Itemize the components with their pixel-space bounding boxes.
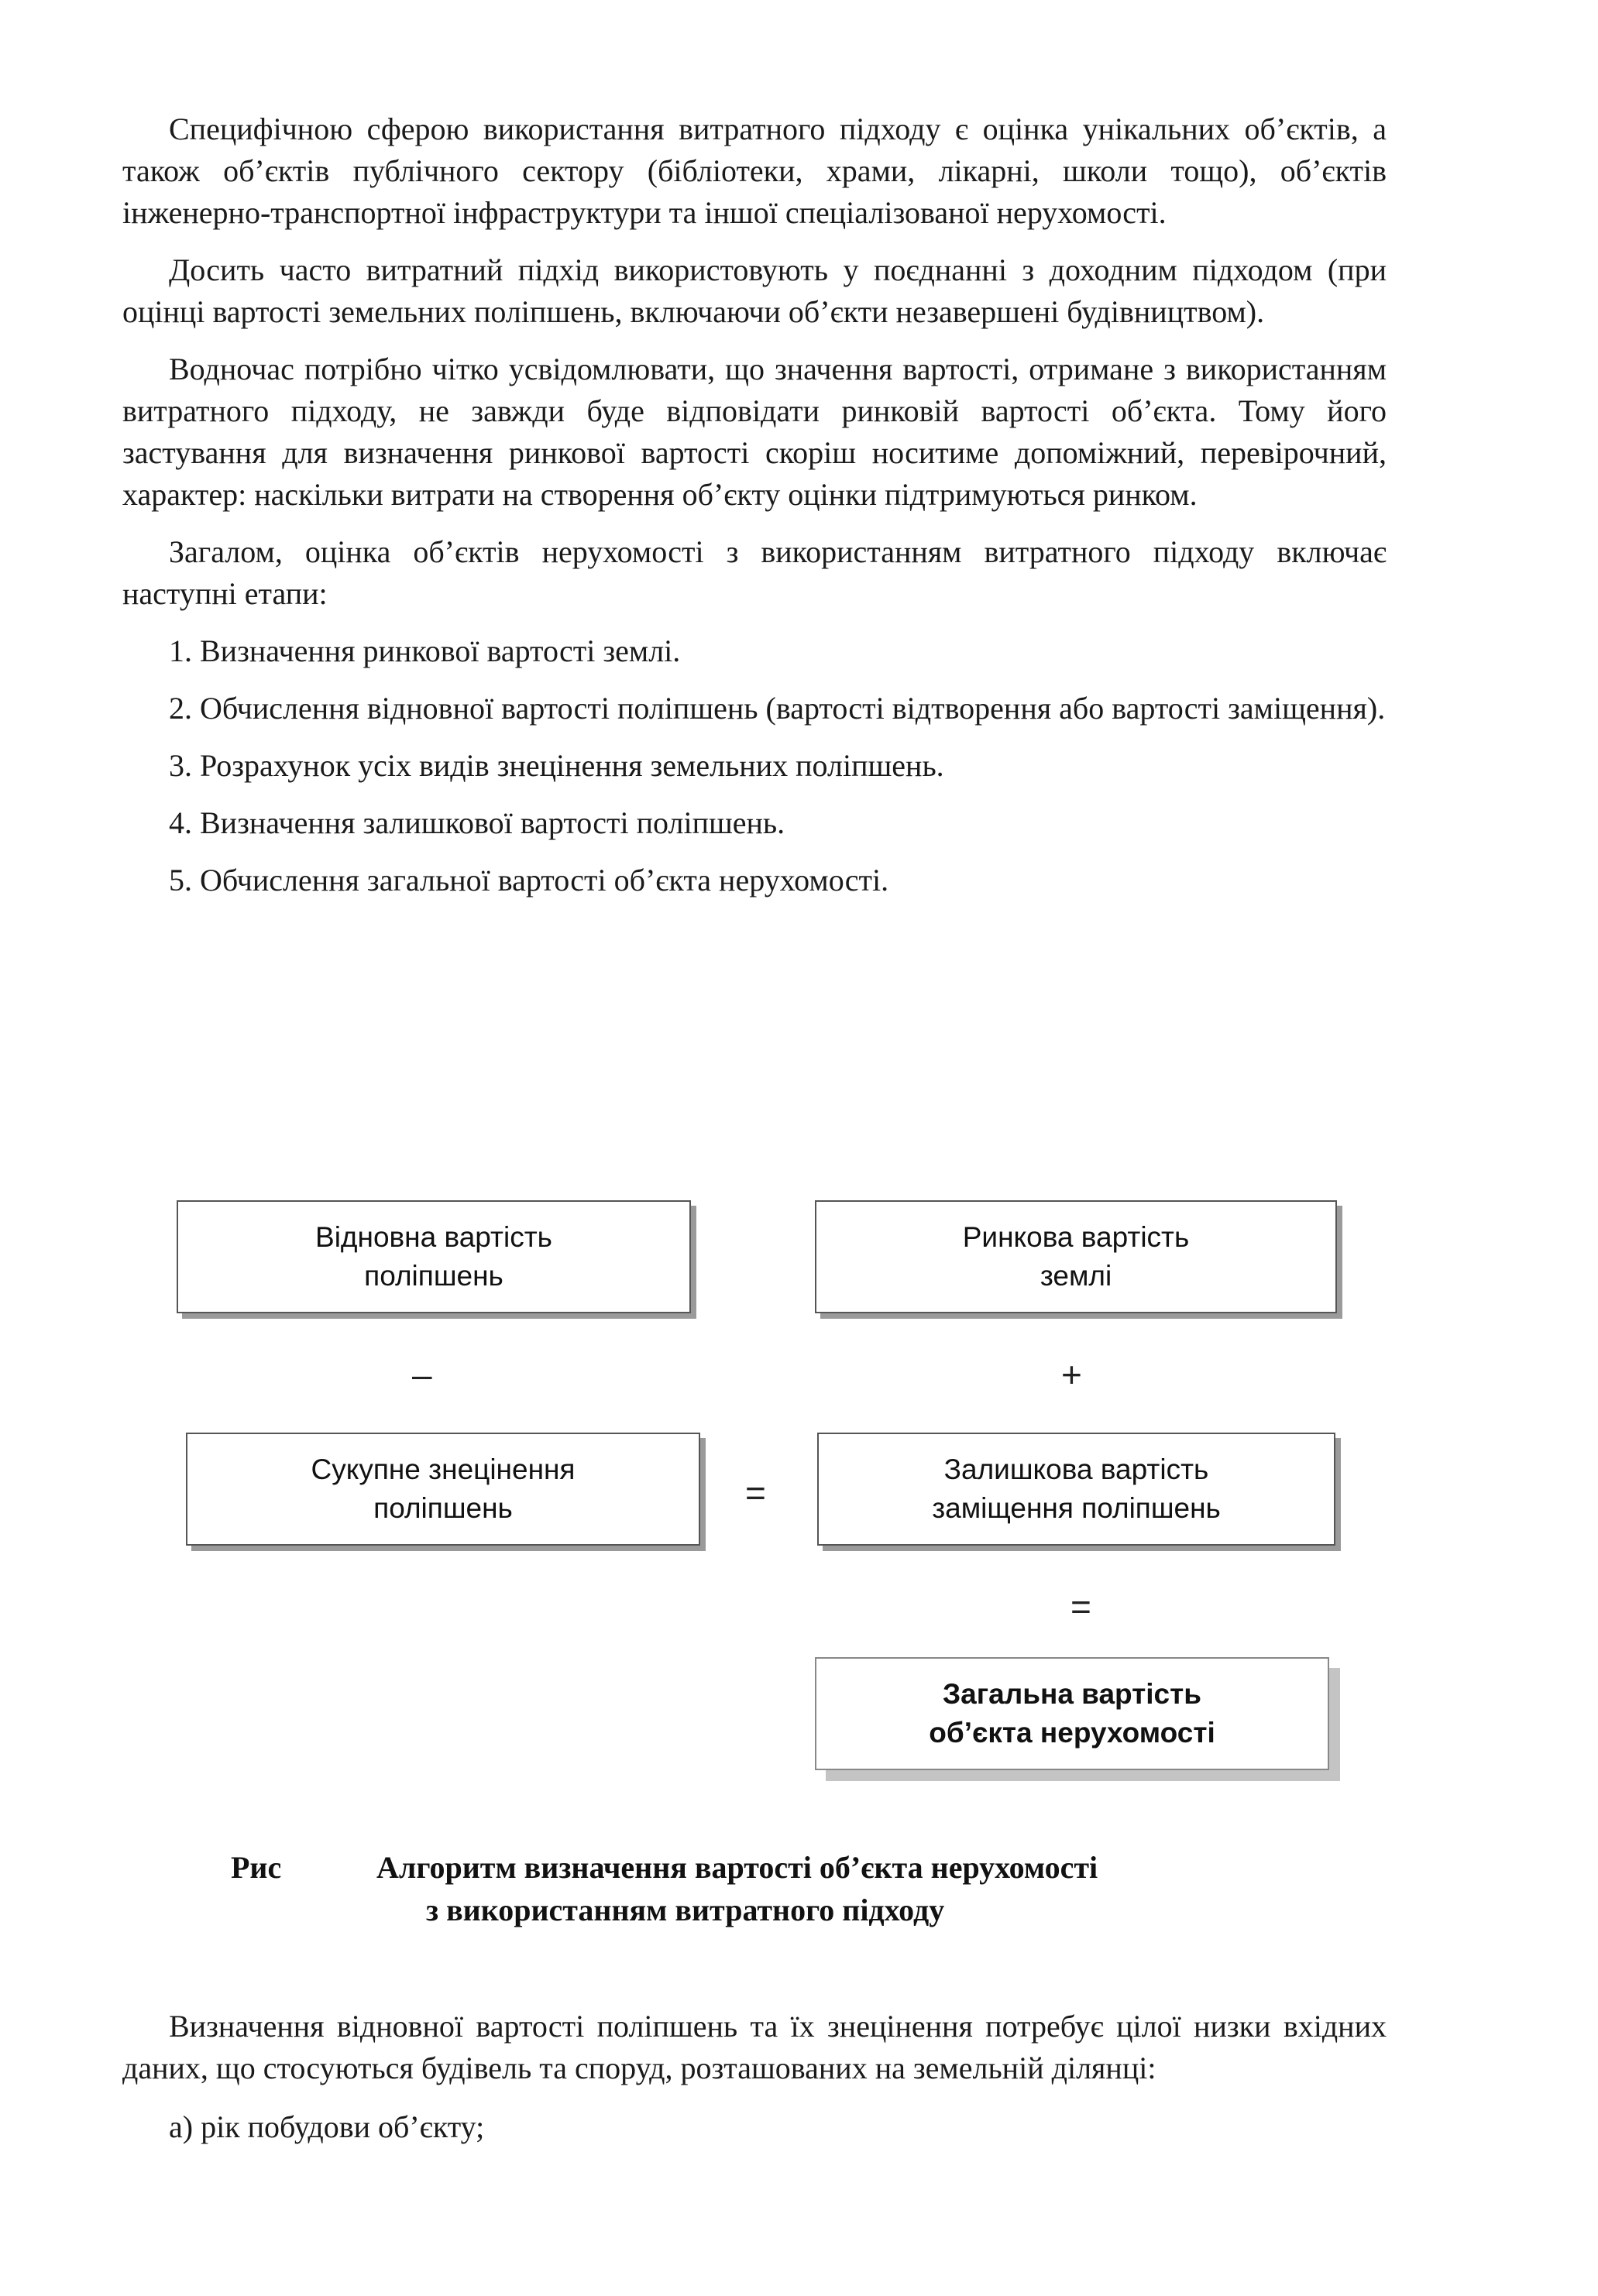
step-1: 1. Визначення ринкової вартості землі. (169, 633, 681, 668)
figure-caption-line1: Алгоритм визначення вартості об’єкта нерухомості (376, 1850, 1098, 1885)
replacement-cost-box (177, 1200, 691, 1313)
land-value-box (815, 1200, 1337, 1313)
total-value-label: Загальна вартість об’єкта нерухомості (929, 1678, 1215, 1749)
paragraph-input-data: Визначення відновної вартості поліпшень та їх знецінення потребує цілої низки вхідних даних, що стосуються будівель та споруд, розташованих на земельній ділянці: (122, 2009, 1387, 2085)
figure-caption-line2: з використанням витратного підходу (426, 1893, 945, 1927)
figure-caption-label: Рис (231, 1850, 282, 1885)
paragraph-specific-sphere: Специфічною сферою використання витратного підходу є оцінка унікальних об’єктів, а також об’єктів публічного сектору (бібліотеки, храми, лікарні, школи тощо), об’єктів інженерно-транспортної інфраструктури та іншої спеціалізованої нерухомості. (122, 112, 1387, 230)
minus-operator: – (412, 1354, 432, 1395)
equals-operator-right: = (1070, 1587, 1091, 1627)
paragraph-combined-approach: Досить часто витратний підхід використовують у поєднанні з доходним підходом (при оцінці вартості земельних поліпшень, включаючи об’єкти незавершені будівництвом). (122, 252, 1387, 329)
depreciation-box (186, 1433, 700, 1546)
replacement-cost-label: Відновна вартість поліпшень (315, 1221, 552, 1292)
step-4: 4. Визначення залишкової вартості поліпшень. (169, 805, 785, 840)
equals-operator-middle: = (745, 1473, 766, 1513)
step-5: 5. Обчислення загальної вартості об’єкта нерухомості. (169, 863, 889, 897)
residual-value-label: Залишкова вартість заміщення поліпшень (932, 1453, 1221, 1524)
step-3: 3. Розрахунок усіх видів знецінення земельних поліпшень. (169, 748, 944, 783)
land-value-label: Ринкова вартість землі (962, 1221, 1190, 1292)
top-text (122, 108, 1387, 901)
depreciation-label: Сукупне знецінення поліпшень (311, 1453, 576, 1524)
step-2: 2. Обчислення відновної вартості поліпшень (вартості відтворення або вартості заміщення). (169, 691, 1386, 726)
plus-operator: + (1061, 1354, 1082, 1395)
list-item-a: а) рік побудови об’єкту; (169, 2109, 485, 2144)
residual-value-box (817, 1433, 1335, 1546)
total-value-box (815, 1657, 1329, 1770)
bottom-text (122, 2006, 1387, 2148)
paragraph-stages-intro: Загалом, оцінка об’єктів нерухомості з використанням витратного підходу включає наступні етапи: (122, 534, 1387, 611)
paragraph-market-value-note: Водночас потрібно чітко усвідомлювати, що значення вартості, отримане з використанням витратного підходу, не завжди буде відповідати ринковій вартості об’єкта. Тому його застування для визначення ринкової вартості скоріш носитиме допоміжний, перевірочний, характер: наскільки витрати на створення об’єкту оцінки підтримуються ринком. (122, 352, 1387, 512)
